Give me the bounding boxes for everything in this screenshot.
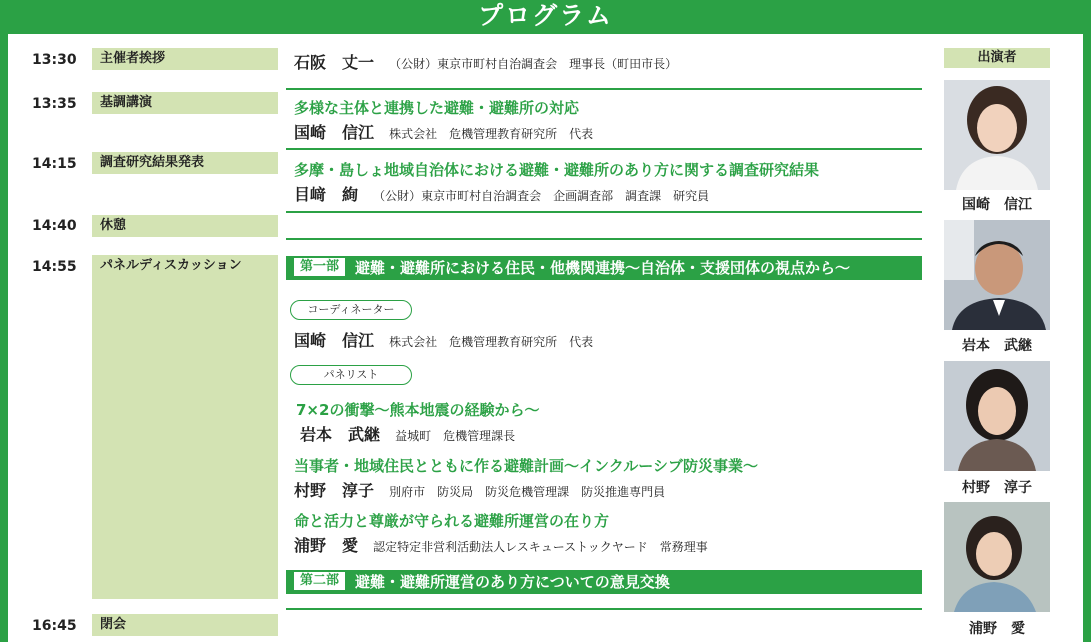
talk-speaker-name-1: 岩本 武継 [300, 425, 381, 444]
keynote-speaker-affiliation: 株式会社 危機管理教育研究所 代表 [389, 127, 594, 141]
performer-photo-3 [944, 361, 1050, 471]
opening-speaker-affiliation: （公財）東京市町村自治調査会 理事長（町田市長） [389, 57, 678, 71]
panel-part2-bar [286, 570, 922, 594]
performer-photo-2 [944, 220, 1050, 330]
talk-speaker-name-2: 村野 淳子 [294, 481, 375, 500]
coordinator-affiliation: 株式会社 危機管理教育研究所 代表 [389, 335, 594, 349]
performer-name-3: 村野 淳子 [962, 480, 1032, 496]
panel-part1-bar [286, 256, 922, 280]
performer-name-2: 岩本 武継 [962, 338, 1032, 354]
research-speaker-affiliation: （公財）東京市町村自治調査会 企画調査部 調査課 研究員 [373, 189, 710, 203]
talk-speaker-affiliation-1: 益城町 危機管理課長 [395, 429, 516, 443]
talk-speaker-3 [294, 533, 708, 556]
talk-speaker-affiliation-2: 別府市 防災局 防災危機管理課 防災推進専門員 [389, 485, 666, 499]
time-panel: 14:55 [32, 259, 77, 275]
panel-part1-tag: 第一部 [294, 258, 345, 276]
coordinator-name: 国崎 信江 [294, 331, 375, 350]
time-break: 14:40 [32, 218, 77, 234]
label-research: 調査研究結果発表 [92, 152, 278, 174]
research-speaker-name: 目﨑 絢 [294, 185, 359, 204]
time-opening: 13:30 [32, 52, 77, 68]
opening-speaker [294, 50, 677, 73]
talk-speaker-name-3: 浦野 愛 [294, 536, 359, 555]
coordinator-pill: コーディネーター [290, 300, 412, 320]
divider [286, 211, 922, 213]
label-break: 休憩 [92, 215, 278, 237]
keynote-speaker [294, 120, 593, 143]
person-portrait-icon [944, 502, 1050, 612]
person-portrait-icon [944, 361, 1050, 471]
label-panel: パネルディスカッション [92, 255, 278, 599]
divider [286, 238, 922, 240]
performer-name-1: 国崎 信江 [962, 197, 1032, 213]
label-closing: 閉会 [92, 614, 278, 636]
time-closing: 16:45 [32, 618, 77, 634]
talk-speaker-affiliation-3: 認定特定非営利活動法人レスキューストックヤード 常務理事 [373, 540, 708, 554]
talk-speaker-2 [294, 478, 665, 501]
person-portrait-icon [944, 80, 1050, 190]
divider [286, 88, 922, 90]
performer-photo-4 [944, 502, 1050, 612]
talk-title-2: 当事者・地域住民とともに作る避難計画～インクルーシブ防災事業～ [294, 457, 758, 475]
panel-part1-title: 避難・避難所における住民・他機関連携～自治体・支援団体の視点から～ [355, 259, 851, 277]
coordinator-speaker [294, 328, 593, 351]
opening-speaker-name: 石阪 丈一 [294, 53, 375, 72]
program-panel [8, 34, 1083, 642]
time-research: 14:15 [32, 156, 77, 172]
research-title: 多摩・島しょ地域自治体における避難・避難所のあり方に関する調査研究結果 [294, 161, 820, 179]
talk-speaker-1 [300, 422, 515, 445]
talk-title-3: 命と活力と尊厳が守られる避難所運営の在り方 [294, 512, 610, 530]
person-portrait-icon [944, 220, 1050, 330]
performer-name-4: 浦野 愛 [969, 621, 1025, 637]
keynote-speaker-name: 国崎 信江 [294, 123, 375, 142]
performers-header: 出演者 [944, 48, 1050, 68]
program-title: プログラム [478, 1, 613, 30]
time-keynote: 13:35 [32, 96, 77, 112]
panelist-pill: パネリスト [290, 365, 412, 385]
panel-part2-tag: 第二部 [294, 572, 345, 590]
talk-title-1: 7×2の衝撃～熊本地震の経験から～ [296, 401, 540, 419]
research-speaker [294, 182, 709, 205]
label-opening: 主催者挨拶 [92, 48, 278, 70]
performer-photo-1 [944, 80, 1050, 190]
divider [286, 148, 922, 150]
keynote-title: 多様な主体と連携した避難・避難所の対応 [294, 99, 580, 117]
divider [286, 608, 922, 610]
label-keynote: 基調講演 [92, 92, 278, 114]
panel-part2-title: 避難・避難所運営のあり方についての意見交換 [355, 573, 670, 591]
